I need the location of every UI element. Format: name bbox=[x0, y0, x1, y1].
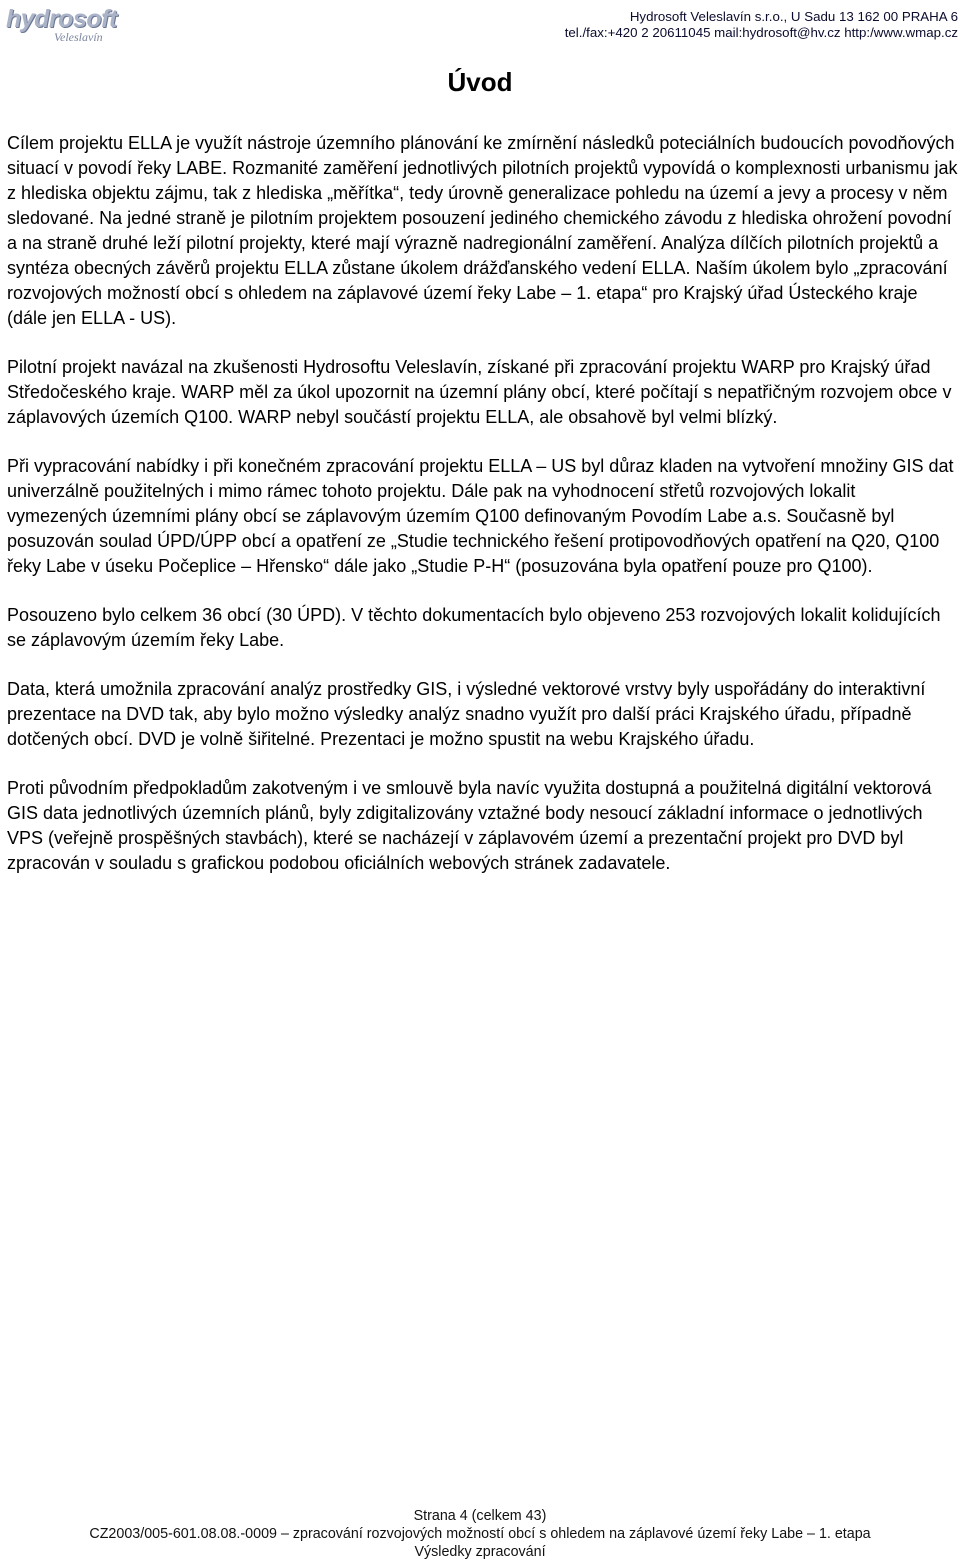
page-number: Strana 4 (celkem 43) bbox=[413, 1508, 547, 1524]
paragraph-dvd: Data, která umožnila zpracování analýz prostředky GIS, i výsledné vektorové vrstvy byly uspořádány do interaktivní prezentace na DVD tak, aby bylo možno výsledky analýz snadno využít pro další práci Krajského úřadu, případně dotčených obcí. DVD je volně šiřitelné. Prezentaci je možno spustit na webu Krajského úřadu. bbox=[7, 679, 926, 749]
paragraph-warp: Pilotní projekt navázal na zkušenosti Hydrosoftu Veleslavín, získané při zpracování projektu WARP pro Krajský úřad Středočeského kraje. WARP měl za úkol upozornit na územní plány obcí, které počítají s nepatřičným rozvojem obce v záplavových územích Q100. WARP nebyl součástí projektu ELLA, ale obsahově byl velmi blízký. bbox=[7, 357, 952, 427]
company-contact: tel./fax:+420 2 20611045 mail:hydrosoft@hv.cz http:/www.wmap.cz bbox=[564, 25, 958, 40]
company-header bbox=[565, 9, 958, 41]
page-title: Úvod bbox=[447, 67, 513, 97]
section-name: Výsledky zpracování bbox=[414, 1544, 546, 1560]
logo-wordmark: hydrosoft bbox=[6, 5, 117, 33]
paragraph-extras: Proti původním předpokladům zakotveným i ve smlouvě byla navíc využita dostupná a použitelná digitální vektorová GIS data jednotlivých územních plánů, byly zdigitalizovány vztažné body nesoucí základní informace o jednotlivých VPS (veřejně prospěšných stavbách), které se nacházejí v záplavovém území a prezentační projekt pro DVD byl zpracován v souladu s grafickou podobou oficiálních webových stránek zadavatele. bbox=[7, 778, 932, 873]
document-body bbox=[7, 131, 959, 900]
company-address: Hydrosoft Veleslavín s.r.o., U Sadu 13 162 00 PRAHA 6 bbox=[629, 9, 958, 24]
document-code: CZ2003/005-601.08.08.-0009 – zpracování rozvojových možností obcí s ohledem na záplavové území řeky Labe – 1. etapa bbox=[89, 1526, 871, 1542]
paragraph-processing: Při vypracování nabídky i při konečném zpracování projektu ELLA – US byl důraz kladen na vytvoření množiny GIS dat univerzálně použitelných i mimo rámec tohoto projektu. Dále pak na vyhodnocení střetů rozvojových lokalit vymezených územními plány obcí se záplavovým územím Q100 definovaným Povodím Labe a.s. Současně byl posuzován soulad ÚPD/ÚPP obcí a opatření ze „Studie technického řešení protipovodňových opatření na Q20, Q100 řeky Labe v úseku Počeplice – Hřensko“ dále jako „Studie P-H“ (posuzována byla opatření pouze pro Q100). bbox=[7, 456, 954, 576]
page-footer bbox=[0, 1507, 960, 1561]
logo-subtext: Veleslavín bbox=[54, 30, 103, 44]
paragraph-intro: Cílem projektu ELLA je využít nástroje územního plánování ke zmírnění následků poteciálních budoucích povodňových situací v povodí řeky LABE. Rozmanité zaměření jednotlivých pilotních projektů vypovídá o komplexnosti urbanismu jak z hlediska objektu zájmu, tak z hlediska „měřítka“, tedy úrovně generalizace pohledu na území a jevy a procesy v něm sledované. Na jedné straně je pilotním projektem posouzení jediného chemického závodu z hlediska ohrožení povodní a na straně druhé leží pilotní projekty, které mají výrazně nadregionální zaměření. Analýza dílčích pilotních projektů a syntéza obecných závěrů projektu ELLA zůstane úkolem drážďanského vedení ELLA. Naším úkolem bylo „zpracování rozvojových možností obcí s ohledem na záplavové území řeky Labe – 1. etapa“ pro Krajský úřad Ústeckého kraje (dále jen ELLA - US). bbox=[7, 133, 958, 328]
hydrosoft-logo bbox=[6, 5, 117, 44]
paragraph-results: Posouzeno bylo celkem 36 obcí (30 ÚPD). V těchto dokumentacích bylo objeveno 253 rozvojových lokalit kolidujících se záplavovým územím řeky Labe. bbox=[7, 605, 941, 650]
